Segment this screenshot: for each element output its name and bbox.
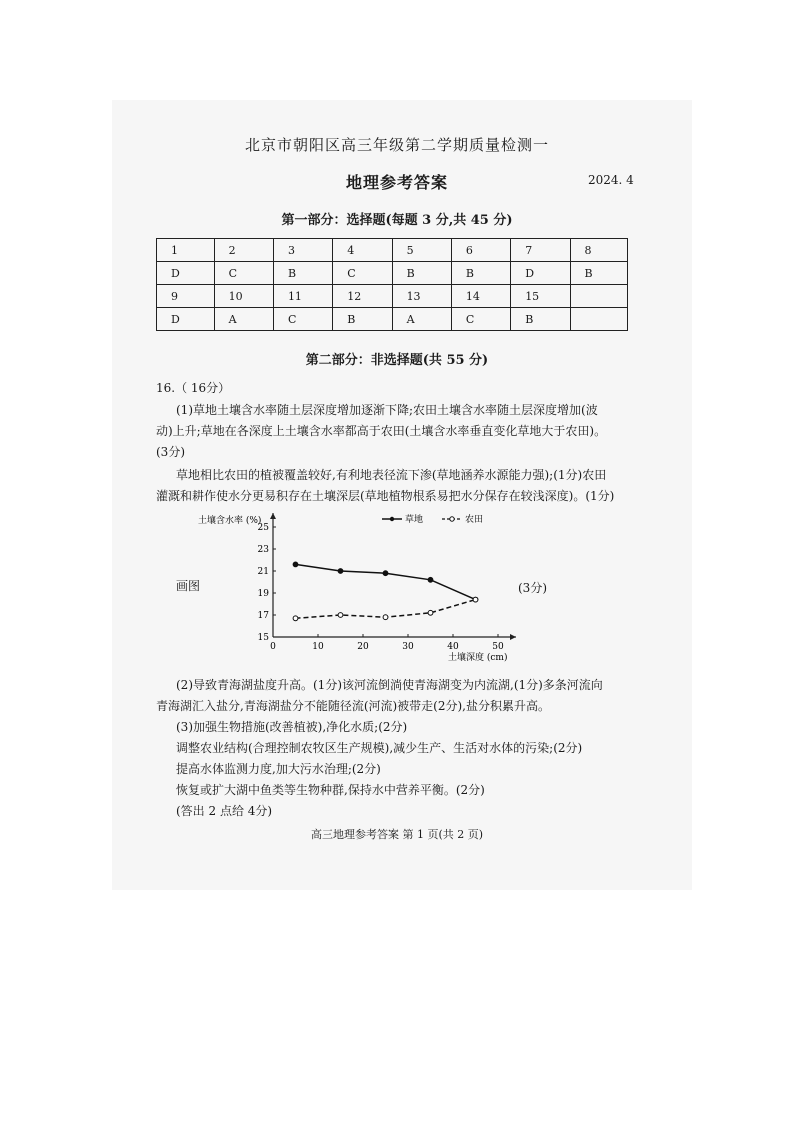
data-point-grassland [293,562,298,567]
table-cell: 5 [392,239,451,262]
document-subtitle: 地理参考答案 [345,173,448,192]
data-point-farmland [473,597,478,602]
table-cell: 13 [392,285,451,308]
y-tick-label: 25 [257,523,269,533]
table-cell: C [451,308,510,331]
data-point-farmland [338,613,343,618]
y-axis-arrow [270,513,276,519]
y-tick-label: 19 [257,589,269,599]
table-cell [570,285,628,308]
draw-label: 画图 [176,579,201,593]
table-cell: 4 [333,239,392,262]
x-tick-label: 10 [312,642,324,652]
table-cell [570,308,628,331]
table-cell: 11 [273,285,332,308]
table-cell: A [214,308,273,331]
answer-text: 调整农业结构(合理控制农牧区生产规模),减少生产、生活对水体的污染;(2分) [176,741,583,755]
x-tick-label: 40 [447,642,459,652]
x-tick-label: 50 [492,642,504,652]
document-date: 2024. 4 [588,173,634,187]
table-cell: B [333,308,392,331]
draw-score: (3分) [518,581,547,595]
series-line-grassland [296,564,476,599]
legend-marker-farmland [450,517,454,521]
data-point-farmland [383,615,388,620]
answer-text: 青海湖汇入盐分,青海湖盐分不能随径流(河流)被带走(2分),盐分积累升高。 [156,699,550,713]
table-cell: 9 [157,285,215,308]
table-row [157,262,628,285]
table-cell: 6 [451,239,510,262]
table-cell: 8 [570,239,628,262]
answer-text: 恢复或扩大湖中鱼类等生物种群,保持水中营养平衡。(2分) [176,783,485,797]
table-cell: D [157,262,215,285]
table-cell: 12 [333,285,392,308]
data-point-grassland [338,569,343,574]
part2-heading: 第二部分：非选择题(共 55 分) [305,353,489,368]
x-axis-label: 土壤深度 (cm) [448,653,508,663]
answer-text: 提高水体监测力度,加大污水治理;(2分) [176,762,381,776]
question-16-label: 16.（ 16分） [156,381,231,395]
table-cell: 2 [214,239,273,262]
answer-text: (答出 2 点给 4分) [176,804,273,818]
answer-text: (2)导致青海湖盐度升高。(1分)该河流倒淌使青海湖变为内流湖,(1分)多条河流向 [176,678,603,692]
table-cell: 7 [511,239,570,262]
answer-table [156,238,628,331]
document-title: 北京市朝阳区高三年级第二学期质量检测一 [244,136,549,154]
table-row [157,308,628,331]
x-tick-label: 20 [357,642,369,652]
table-cell: D [157,308,215,331]
legend-label-farmland: 农田 [465,515,484,525]
part1-heading: 第一部分：选择题(每题 3 分,共 45 分) [281,213,513,228]
y-tick-label: 15 [257,633,269,643]
table-cell: 3 [273,239,332,262]
x-axis-arrow [510,634,516,640]
table-cell: B [570,262,628,285]
table-cell: C [273,308,332,331]
table-cell: D [511,262,570,285]
table-cell: A [392,308,451,331]
page-footer: 高三地理参考答案 第 1 页(共 2 页) [310,828,484,841]
answer-text: (1)草地土壤含水率随土层深度增加逐渐下降;农田土壤含水率随土层深度增加(波 [176,403,598,417]
answer-text: 草地相比农田的植被覆盖较好,有利地表径流下渗(草地涵养水源能力强);(1分)农田 [176,468,607,482]
table-row [157,285,628,308]
table-cell: 1 [157,239,215,262]
table-cell: B [451,262,510,285]
data-point-grassland [383,571,388,576]
data-point-farmland [293,616,298,621]
x-tick-label: 30 [402,642,414,652]
y-tick-label: 17 [257,611,269,621]
table-cell: 14 [451,285,510,308]
table-row [157,239,628,262]
answer-text: 灌溉和耕作使水分更易积存在土壤深层(草地植物根系易把水分保存在较浅深度)。(1分) [156,489,615,503]
table-cell: 15 [511,285,570,308]
answer-text: (3)加强生物措施(改善植被),净化水质;(2分) [176,720,408,734]
table-cell: B [273,262,332,285]
data-point-grassland [428,577,433,582]
y-tick-label: 23 [257,545,269,555]
soil-moisture-chart [180,505,540,665]
data-point-farmland [428,610,433,615]
table-cell: B [511,308,570,331]
table-cell: 10 [214,285,273,308]
x-tick-label: 0 [270,642,276,652]
legend-marker-grassland [390,517,394,521]
answer-text: 动)上升;草地在各深度上土壤含水率都高于农田(土壤含水率垂直变化草地大于农田)。 [156,424,607,438]
y-tick-label: 21 [257,567,269,577]
answer-text: (3分) [156,445,185,459]
y-axis-label: 土壤含水率 (%) [198,516,262,526]
table-cell: B [392,262,451,285]
legend-label-grassland: 草地 [405,515,424,525]
table-cell: C [214,262,273,285]
table-cell: C [333,262,392,285]
